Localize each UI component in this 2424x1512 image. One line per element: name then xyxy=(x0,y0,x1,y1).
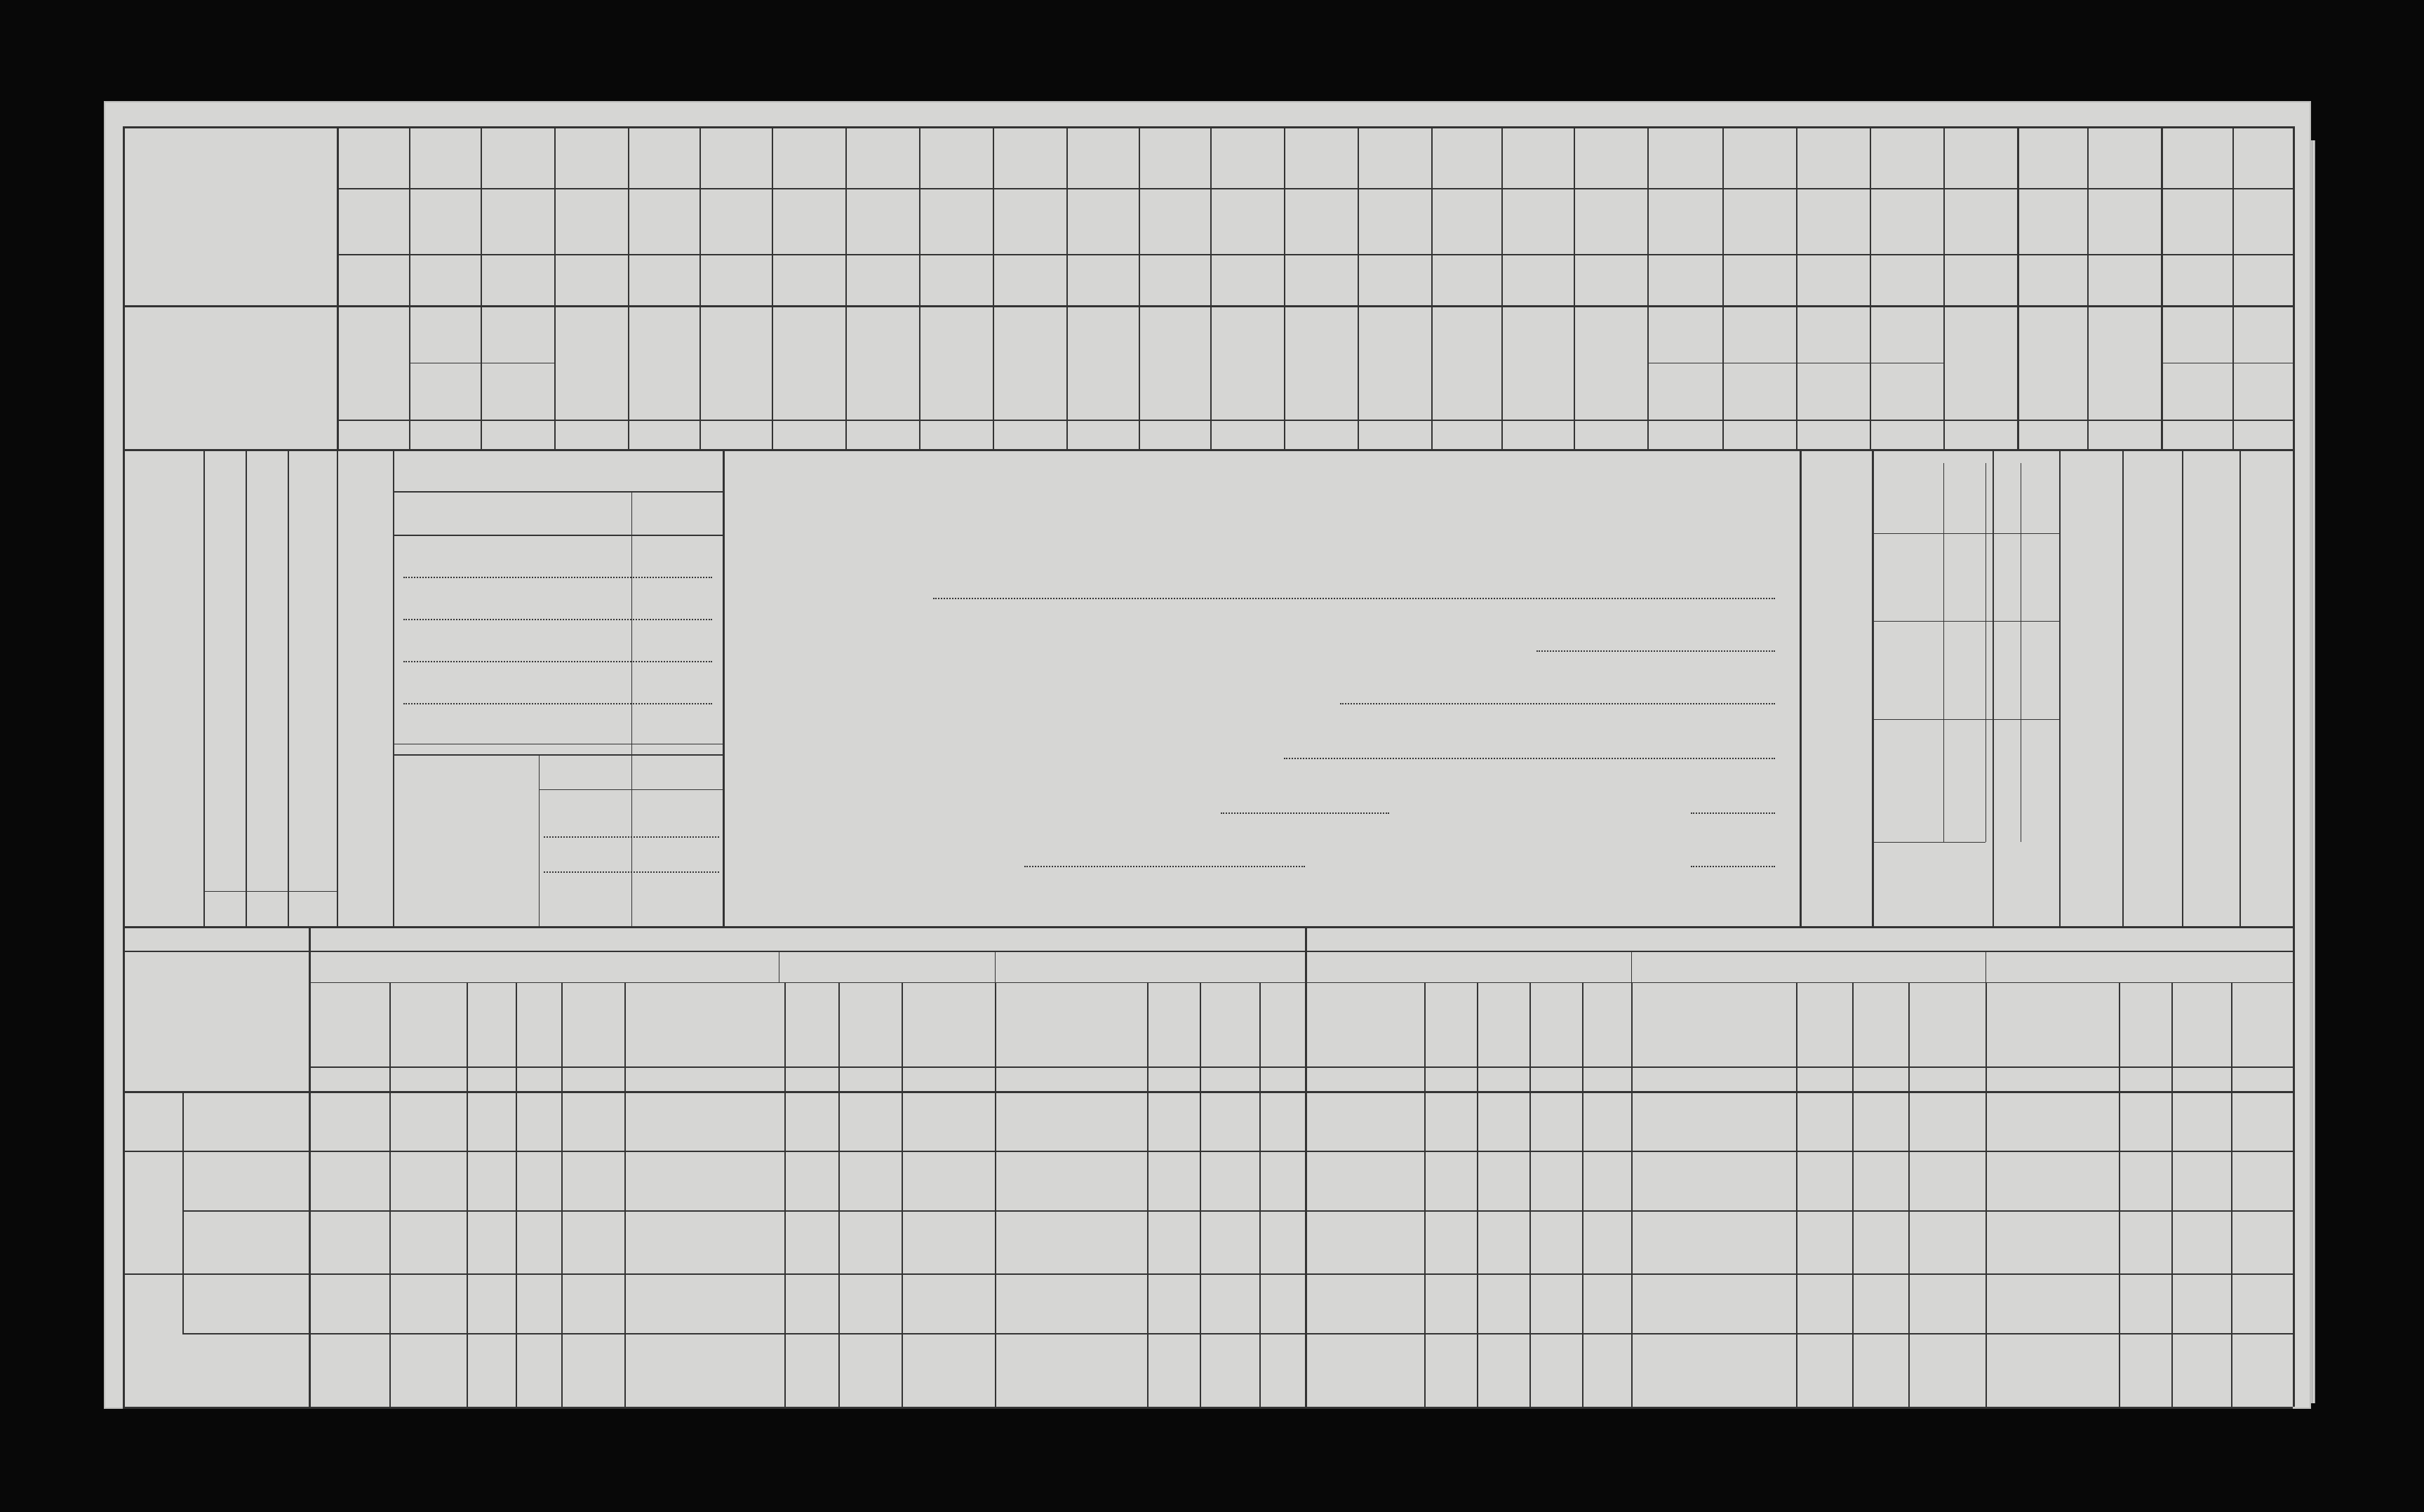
rule-h xyxy=(182,1210,2293,1212)
rule-h xyxy=(393,491,723,493)
rule-v xyxy=(1796,126,1797,449)
rule-v xyxy=(1358,126,1359,449)
rule-h xyxy=(123,951,2293,952)
rule-h xyxy=(337,420,2293,421)
rule-v xyxy=(845,126,847,449)
rule-v xyxy=(1631,951,1632,982)
rule-v xyxy=(631,491,632,754)
dotted-line xyxy=(403,617,712,620)
rule-v xyxy=(337,126,339,449)
dotted-line xyxy=(403,575,712,578)
dotted-line xyxy=(403,702,712,704)
rule-h xyxy=(393,535,723,536)
rule-v xyxy=(1993,449,1994,926)
rule-v xyxy=(1852,982,1854,1407)
rule-v xyxy=(1582,982,1583,1407)
rule-v xyxy=(1722,126,1724,449)
rule-v xyxy=(995,982,996,1407)
rule-v xyxy=(539,754,540,926)
dotted-line xyxy=(1691,811,1775,814)
rule-h xyxy=(539,789,723,790)
rule-h xyxy=(1872,842,1986,843)
rule-v xyxy=(1529,982,1531,1407)
rule-h xyxy=(123,1151,2293,1152)
rule-v xyxy=(2239,449,2241,926)
rule-v xyxy=(1574,126,1575,449)
rule-v xyxy=(1501,126,1503,449)
rule-h xyxy=(203,891,337,892)
rule-v xyxy=(1210,126,1212,449)
rule-v xyxy=(993,126,994,449)
rule-v xyxy=(1943,126,1945,449)
rule-h xyxy=(123,449,2293,451)
rule-v xyxy=(561,982,563,1407)
rule-v xyxy=(309,926,311,1407)
rule-v xyxy=(1284,126,1285,449)
rule-v xyxy=(393,449,394,926)
rule-h xyxy=(123,1273,2293,1275)
rule-v xyxy=(838,982,840,1407)
rule-v xyxy=(1872,449,1874,926)
rule-v xyxy=(1631,982,1633,1407)
rule-v xyxy=(481,126,482,449)
rule-v xyxy=(1477,982,1478,1407)
rule-v xyxy=(2232,126,2234,449)
rule-h xyxy=(182,1333,2293,1334)
rule-v xyxy=(772,126,773,449)
rule-v xyxy=(2087,126,2089,449)
rule-v xyxy=(699,126,701,449)
rule-v xyxy=(123,126,125,1407)
rule-v xyxy=(1943,463,1944,842)
rule-v xyxy=(1259,982,1261,1407)
rule-h xyxy=(337,188,2293,189)
rule-h xyxy=(337,254,2293,255)
rule-v xyxy=(2017,126,2019,449)
rule-v xyxy=(516,982,517,1407)
rule-v xyxy=(631,754,632,926)
rule-v xyxy=(246,449,247,926)
rule-v xyxy=(337,449,338,926)
dotted-line xyxy=(544,870,719,873)
dotted-line xyxy=(1536,649,1775,652)
rule-h xyxy=(1872,533,2059,534)
rule-v xyxy=(2119,982,2120,1407)
rule-v xyxy=(182,1091,184,1333)
rule-v xyxy=(1796,982,1797,1407)
rule-h xyxy=(1872,621,2059,622)
rule-v xyxy=(389,982,391,1407)
rule-v xyxy=(902,982,903,1407)
dotted-line xyxy=(403,660,712,662)
dotted-line xyxy=(1284,756,1775,759)
rule-v xyxy=(1147,982,1149,1407)
rule-v xyxy=(1986,982,1987,1407)
rule-h xyxy=(123,126,2293,128)
rule-v xyxy=(1200,982,1201,1407)
dotted-line xyxy=(933,596,1775,599)
rule-v xyxy=(2171,982,2173,1407)
dotted-line xyxy=(1221,811,1389,814)
rule-v xyxy=(203,449,205,926)
rule-v xyxy=(628,126,629,449)
rule-v xyxy=(995,951,996,982)
rule-v xyxy=(1424,982,1426,1407)
dotted-line xyxy=(544,835,719,838)
rule-v xyxy=(2059,449,2061,926)
rule-v xyxy=(1431,126,1433,449)
rule-v xyxy=(2182,449,2183,926)
rule-v xyxy=(624,982,626,1407)
rule-v xyxy=(723,449,725,926)
rule-h xyxy=(393,754,723,756)
dotted-line xyxy=(1691,864,1775,867)
dotted-line xyxy=(1024,864,1305,867)
rule-h xyxy=(123,926,2293,928)
rule-v xyxy=(1066,126,1068,449)
rule-v xyxy=(2231,982,2232,1407)
rule-v xyxy=(784,982,786,1407)
rule-v xyxy=(409,126,410,449)
rule-v xyxy=(919,126,920,449)
rule-v xyxy=(1139,126,1140,449)
dotted-line xyxy=(1340,702,1775,704)
rule-h xyxy=(123,1407,2293,1409)
rule-v xyxy=(1908,982,1910,1407)
rule-v xyxy=(2122,449,2124,926)
rule-v xyxy=(1647,126,1649,449)
rule-v xyxy=(554,126,556,449)
rule-h xyxy=(123,1091,2293,1093)
rule-h xyxy=(309,1066,2293,1068)
rule-v xyxy=(1305,982,1306,1407)
rule-v xyxy=(1800,449,1802,926)
rule-v xyxy=(1870,126,1871,449)
rule-h xyxy=(123,305,2293,307)
rule-h xyxy=(1872,719,2059,720)
rule-v xyxy=(2293,126,2295,1407)
rule-h xyxy=(309,982,2293,983)
rule-v xyxy=(2161,126,2163,449)
rule-v xyxy=(288,449,289,926)
rule-v xyxy=(467,982,468,1407)
